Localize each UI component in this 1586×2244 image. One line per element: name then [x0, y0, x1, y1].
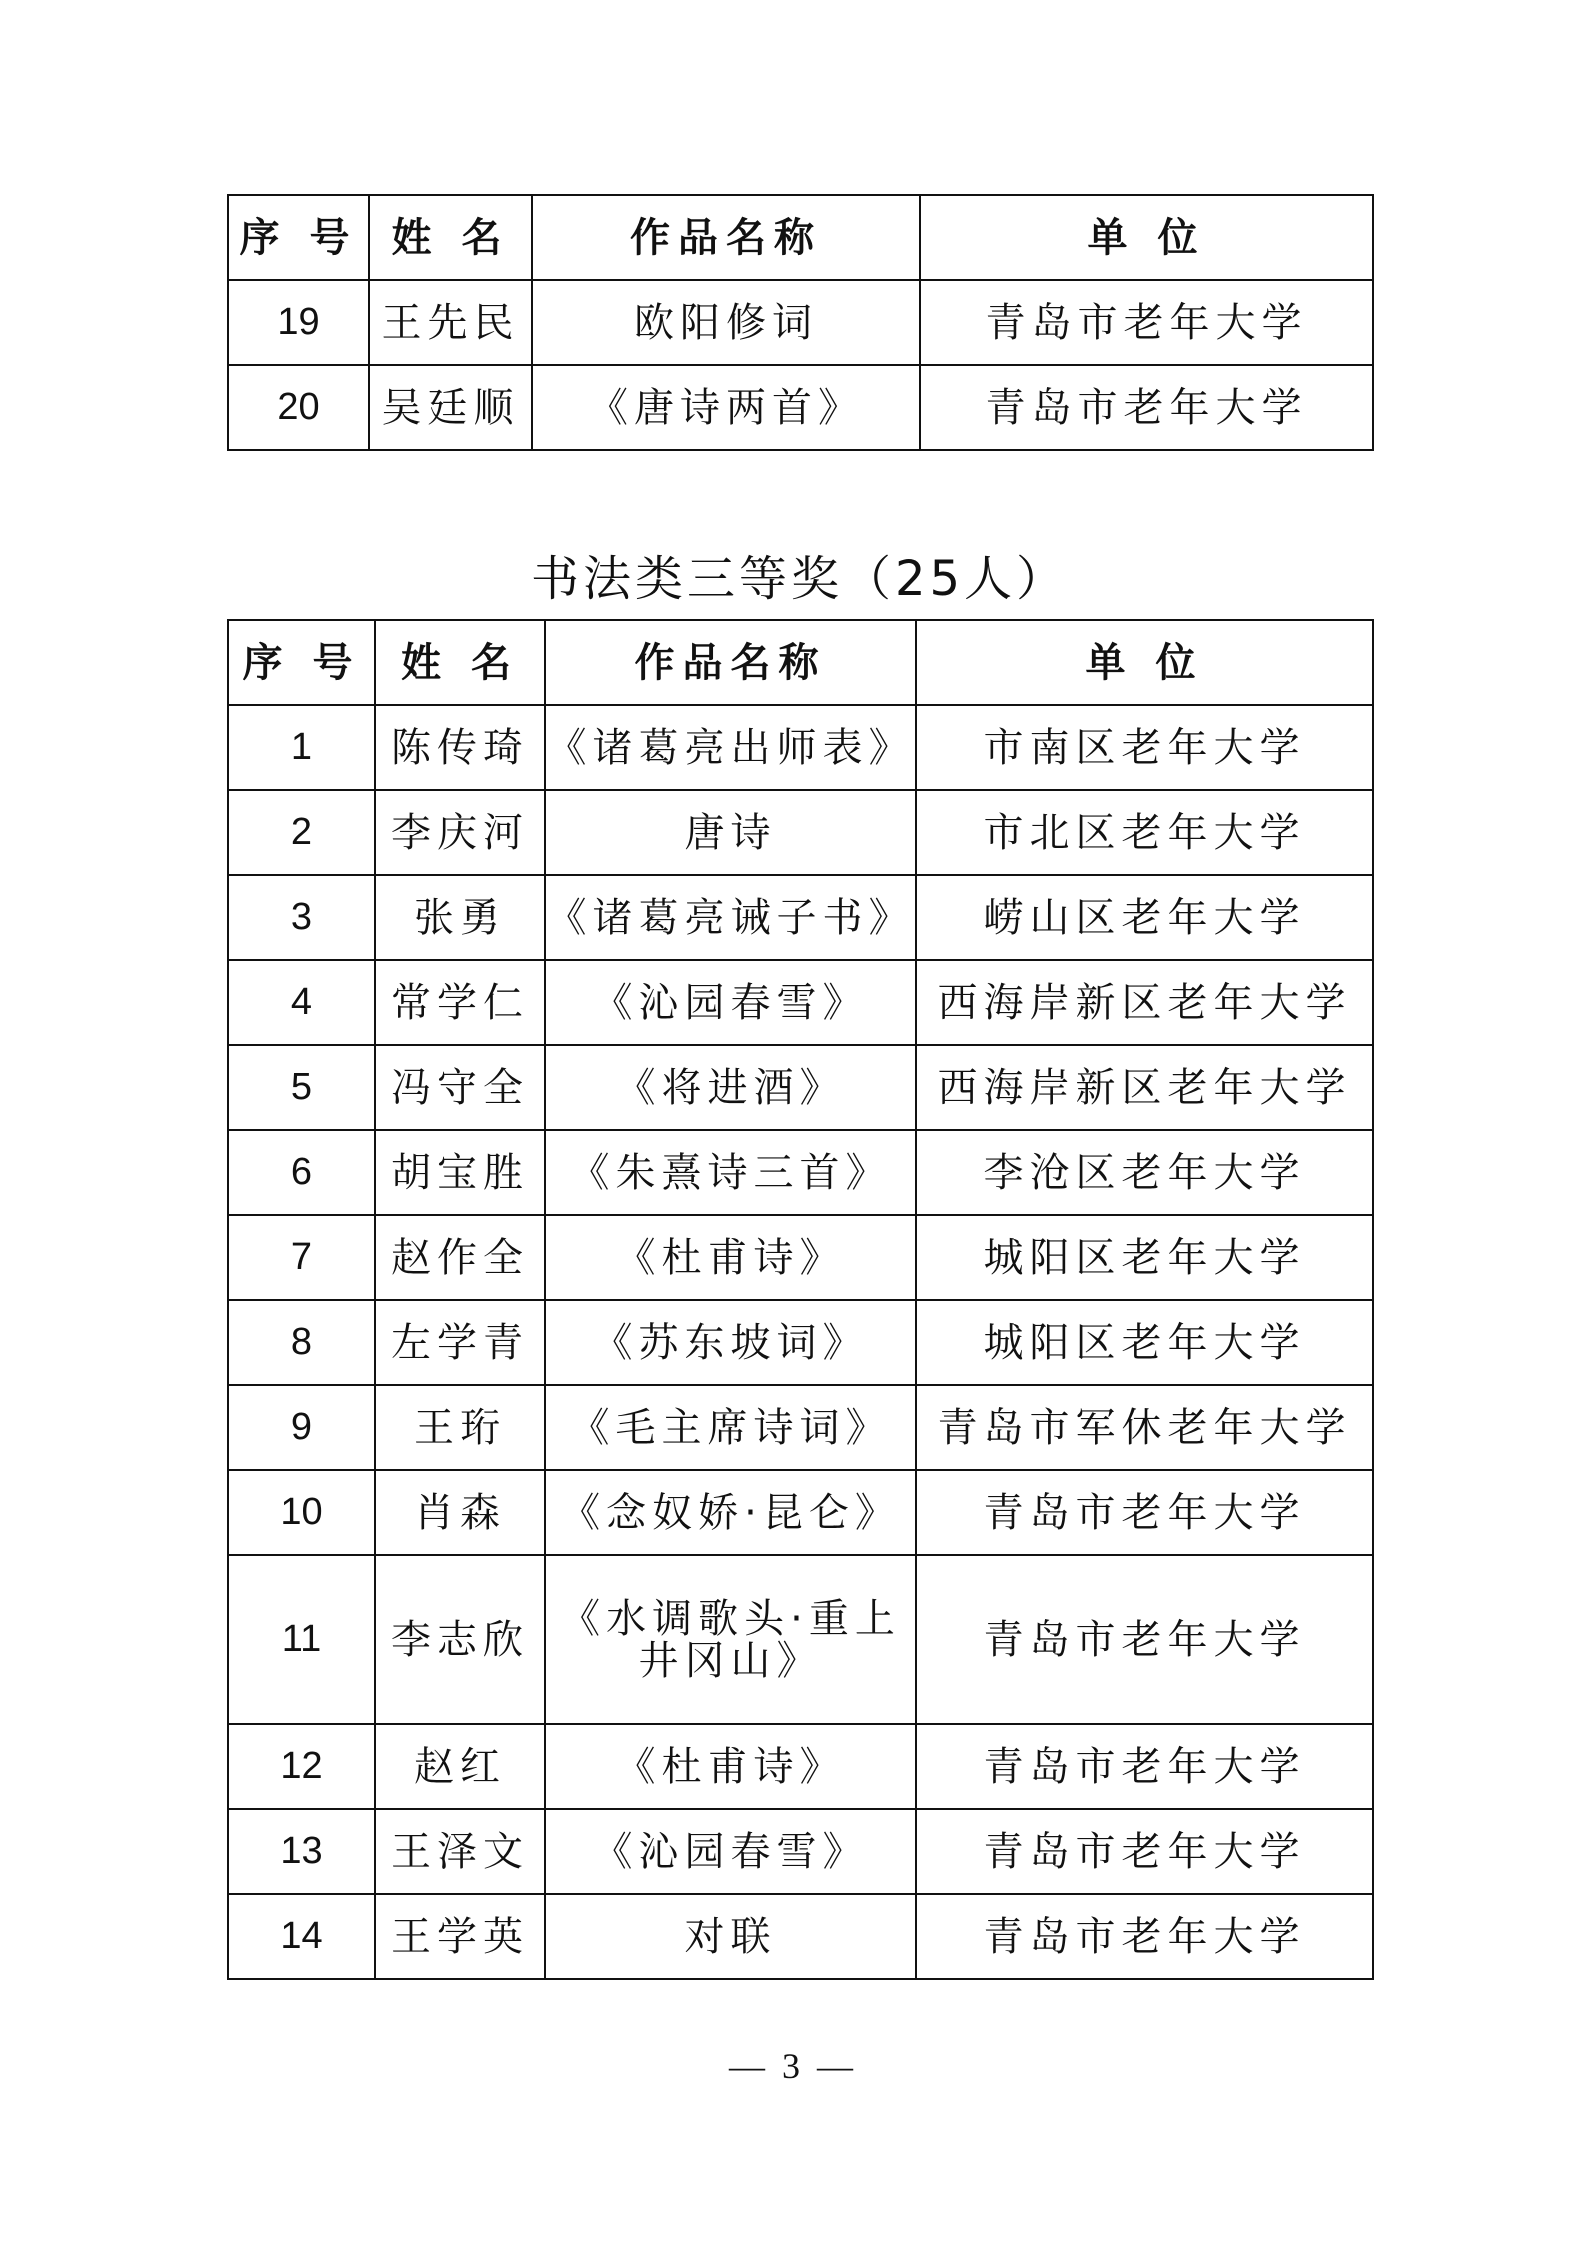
cell-unit: 青岛市老年大学 — [916, 1809, 1373, 1894]
cell-work: 对联 — [545, 1894, 916, 1979]
cell-name: 李志欣 — [375, 1555, 545, 1724]
cell-index: 7 — [228, 1215, 375, 1300]
table-row — [228, 1555, 1373, 1724]
cell-index: 1 — [228, 705, 375, 790]
header-work: 作品名称 — [545, 620, 916, 705]
cell-index: 13 — [228, 1809, 375, 1894]
cell-work: 《唐诗两首》 — [532, 365, 920, 450]
cell-index: 8 — [228, 1300, 375, 1385]
cell-name: 王先民 — [369, 280, 532, 365]
cell-index: 9 — [228, 1385, 375, 1470]
cell-unit: 青岛市老年大学 — [916, 1724, 1373, 1809]
cell-unit: 城阳区老年大学 — [916, 1215, 1373, 1300]
cell-unit: 崂山区老年大学 — [916, 875, 1373, 960]
cell-index: 5 — [228, 1045, 375, 1130]
cell-work: 《毛主席诗词》 — [545, 1385, 916, 1470]
cell-name: 赵作全 — [375, 1215, 545, 1300]
header-index: 序 号 — [228, 620, 375, 705]
cell-index: 20 — [228, 365, 369, 450]
cell-work: 《沁园春雪》 — [545, 1809, 916, 1894]
header-unit: 单 位 — [916, 620, 1373, 705]
cell-work: 欧阳修词 — [532, 280, 920, 365]
cell-unit: 青岛市老年大学 — [916, 1555, 1373, 1724]
table-row — [228, 875, 1373, 960]
table-row — [228, 1724, 1373, 1809]
section-title: 书法类三等奖（25人） — [530, 551, 1069, 607]
cell-work: 《杜甫诗》 — [545, 1724, 916, 1809]
cell-name: 李庆河 — [375, 790, 545, 875]
table-row — [228, 1215, 1373, 1300]
header-name: 姓 名 — [369, 195, 532, 280]
table-row — [228, 280, 1373, 365]
cell-unit: 青岛市老年大学 — [920, 280, 1373, 365]
cell-work: 《水调歌头·重上井冈山》 — [545, 1555, 916, 1724]
cell-index: 19 — [228, 280, 369, 365]
table-row — [228, 1809, 1373, 1894]
table-row — [228, 1894, 1373, 1979]
header-unit: 单 位 — [920, 195, 1373, 280]
cell-name: 王学英 — [375, 1894, 545, 1979]
cell-name: 王泽文 — [375, 1809, 545, 1894]
cell-unit: 市南区老年大学 — [916, 705, 1373, 790]
header-name: 姓 名 — [375, 620, 545, 705]
cell-name: 吴廷顺 — [369, 365, 532, 450]
table-header-row — [228, 195, 1373, 280]
cell-index: 3 — [228, 875, 375, 960]
table-row — [228, 705, 1373, 790]
table-row — [228, 365, 1373, 450]
cell-unit: 青岛市老年大学 — [916, 1470, 1373, 1555]
cell-unit: 西海岸新区老年大学 — [916, 1045, 1373, 1130]
cell-index: 2 — [228, 790, 375, 875]
header-work: 作品名称 — [532, 195, 920, 280]
cell-unit: 青岛市军休老年大学 — [916, 1385, 1373, 1470]
page-number: — 3 — — [729, 2046, 857, 2086]
cell-name: 左学青 — [375, 1300, 545, 1385]
cell-work: 《苏东坡词》 — [545, 1300, 916, 1385]
cell-work: 《杜甫诗》 — [545, 1215, 916, 1300]
cell-index: 14 — [228, 1894, 375, 1979]
table-row — [228, 1385, 1373, 1470]
cell-index: 12 — [228, 1724, 375, 1809]
table-row — [228, 1130, 1373, 1215]
award-table-third-prize — [227, 619, 1374, 1980]
cell-unit: 李沧区老年大学 — [916, 1130, 1373, 1215]
cell-unit: 青岛市老年大学 — [916, 1894, 1373, 1979]
cell-unit: 青岛市老年大学 — [920, 365, 1373, 450]
cell-name: 赵红 — [375, 1724, 545, 1809]
cell-name: 常学仁 — [375, 960, 545, 1045]
table-row — [228, 960, 1373, 1045]
cell-work: 《沁园春雪》 — [545, 960, 916, 1045]
table-row — [228, 1470, 1373, 1555]
cell-unit: 城阳区老年大学 — [916, 1300, 1373, 1385]
cell-work: 《诸葛亮诫子书》 — [545, 875, 916, 960]
table-row — [228, 790, 1373, 875]
award-table-continued — [227, 194, 1374, 451]
cell-name: 冯守全 — [375, 1045, 545, 1130]
cell-work: 《朱熹诗三首》 — [545, 1130, 916, 1215]
cell-name: 陈传琦 — [375, 705, 545, 790]
cell-name: 张勇 — [375, 875, 545, 960]
cell-name: 王珩 — [375, 1385, 545, 1470]
cell-unit: 西海岸新区老年大学 — [916, 960, 1373, 1045]
header-index: 序 号 — [228, 195, 369, 280]
cell-work: 《念奴娇·昆仑》 — [545, 1470, 916, 1555]
cell-index: 10 — [228, 1470, 375, 1555]
cell-name: 胡宝胜 — [375, 1130, 545, 1215]
cell-index: 6 — [228, 1130, 375, 1215]
cell-name: 肖森 — [375, 1470, 545, 1555]
table-row — [228, 1045, 1373, 1130]
cell-work: 《诸葛亮出师表》 — [545, 705, 916, 790]
cell-unit: 市北区老年大学 — [916, 790, 1373, 875]
cell-index: 4 — [228, 960, 375, 1045]
cell-work: 唐诗 — [545, 790, 916, 875]
cell-work: 《将进酒》 — [545, 1045, 916, 1130]
table-header-row — [228, 620, 1373, 705]
table-row — [228, 1300, 1373, 1385]
cell-index: 11 — [228, 1555, 375, 1724]
